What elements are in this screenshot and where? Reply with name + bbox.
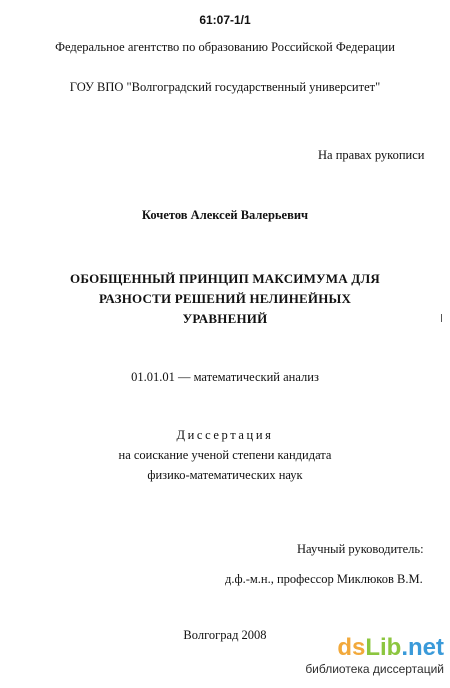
- scan-mark: [441, 314, 442, 322]
- supervisor-name: д.ф.-м.н., профессор Миклюков В.М.: [225, 572, 423, 586]
- title-line-2: РАЗНОСТИ РЕШЕНИЙ НЕЛИНЕЙНЫХ: [98, 291, 352, 306]
- university-name: ГОУ ВПО "Волгоградский государственный университет": [69, 80, 381, 94]
- supervisor-label: Научный руководитель:: [297, 542, 424, 556]
- author-name: Кочетов Алексей Валерьевич: [141, 208, 309, 222]
- dslib-watermark: [284, 634, 444, 682]
- logo-part-ds: ds: [337, 634, 366, 661]
- title-line-1: ОБОБЩЕННЫЙ ПРИНЦИП МАКСИМУМА ДЛЯ: [70, 271, 380, 286]
- title-line-3: УРАВНЕНИЙ: [182, 311, 268, 326]
- dslib-logo: [337, 634, 444, 662]
- degree-line-1: на соискание ученой степени кандидата: [118, 448, 332, 462]
- logo-part-lib: Lib: [365, 634, 402, 661]
- logo-part-net: .net: [401, 634, 444, 661]
- archive-code: 61:07-1/1: [199, 13, 251, 27]
- watermark-subtitle: библиотека диссертаций: [305, 662, 444, 676]
- specialty: 01.01.01 — математический анализ: [131, 370, 319, 384]
- degree-line-2: физико-математических наук: [147, 468, 303, 482]
- city-year: Волгоград 2008: [183, 628, 267, 642]
- manuscript-note: На правах рукописи: [318, 148, 425, 162]
- work-type: Диссертация: [176, 428, 274, 442]
- agency-name: Федеральное агентство по образованию Российской Федерации: [55, 40, 395, 54]
